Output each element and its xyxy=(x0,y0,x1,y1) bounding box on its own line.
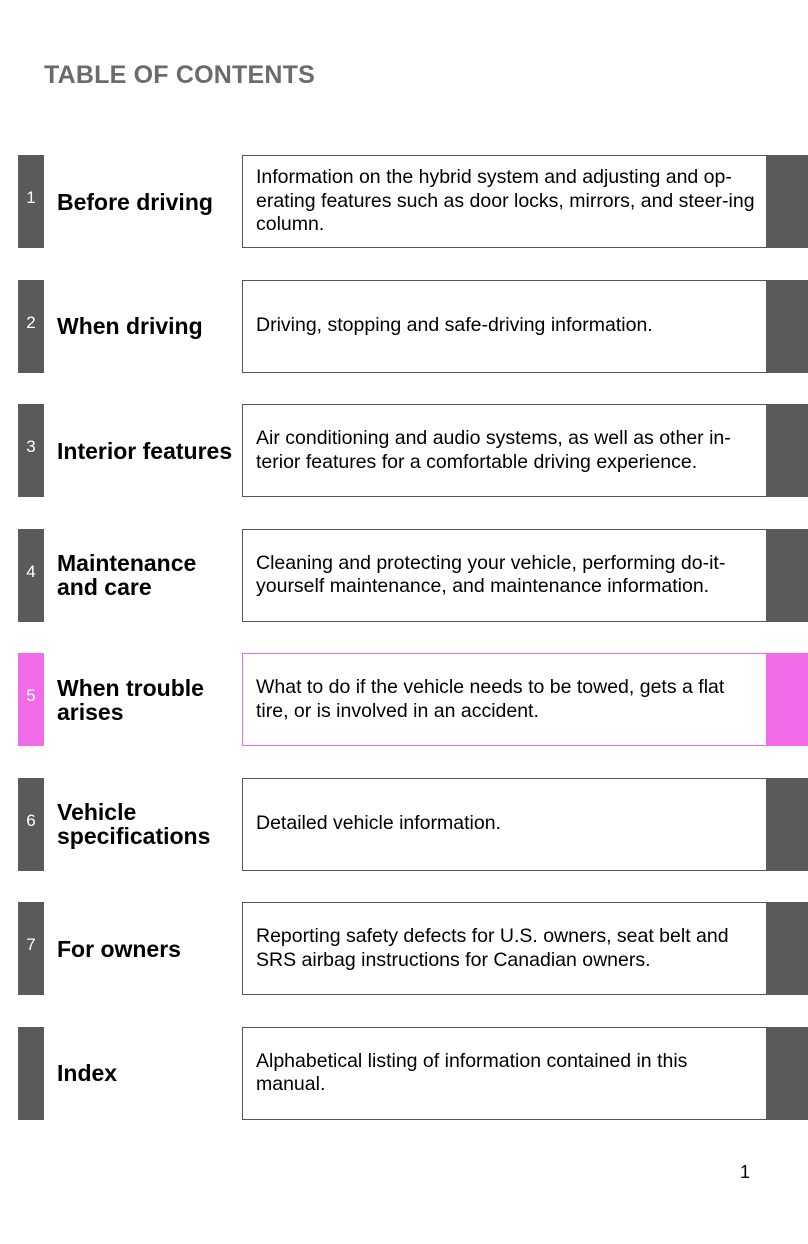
section-description: Driving, stopping and safe-driving information. xyxy=(256,314,653,337)
section-edge-tab[interactable] xyxy=(766,155,808,248)
section-description: Air conditioning and audio systems, as well as other in-terior features for a comfortable driving experience. xyxy=(256,427,731,473)
section-description: Cleaning and protecting your vehicle, performing do-it-yourself maintenance, and maintenance information. xyxy=(256,551,726,597)
section-description-box[interactable] xyxy=(242,529,808,622)
section-number-tab[interactable] xyxy=(18,1027,44,1120)
toc-entry-before-driving[interactable] xyxy=(0,155,808,248)
section-description-box[interactable] xyxy=(242,653,808,746)
section-title[interactable]: When driving xyxy=(57,313,203,339)
section-edge-tab[interactable] xyxy=(766,1027,808,1120)
toc-entry-when-trouble-arises[interactable] xyxy=(0,653,808,746)
toc-entry-when-driving[interactable] xyxy=(0,280,808,373)
section-description: What to do if the vehicle needs to be towed, gets a flat tire, or is involved in an accident. xyxy=(256,676,725,722)
section-description-box[interactable] xyxy=(242,902,808,995)
section-number-tab[interactable]: 4 xyxy=(18,529,44,622)
section-number-tab[interactable]: 6 xyxy=(18,778,44,871)
section-description-box[interactable] xyxy=(242,155,808,248)
section-title[interactable]: Vehicle specifications xyxy=(57,799,211,849)
section-edge-tab[interactable] xyxy=(766,280,808,373)
section-title[interactable]: Maintenance and care xyxy=(57,550,197,600)
section-edge-tab[interactable] xyxy=(766,653,808,746)
toc-entry-index[interactable] xyxy=(0,1027,808,1120)
section-title[interactable]: When trouble arises xyxy=(57,674,204,725)
toc-entry-maintenance-and-care[interactable] xyxy=(0,529,808,622)
section-number-tab[interactable]: 3 xyxy=(18,404,44,497)
page-number: 1 xyxy=(739,1162,750,1182)
section-edge-tab[interactable] xyxy=(766,902,808,995)
toc-entry-vehicle-specifications[interactable] xyxy=(0,778,808,871)
section-number-tab[interactable]: 7 xyxy=(18,902,44,995)
section-description: Alphabetical listing of information contained in this manual. xyxy=(256,1049,688,1095)
section-description: Information on the hybrid system and adjusting and op-erating features such as door locks, mirrors, and steer-ing column. xyxy=(256,166,755,236)
toc-list xyxy=(0,155,808,1151)
section-description-box[interactable] xyxy=(242,1027,808,1120)
section-description-box[interactable] xyxy=(242,404,808,497)
section-number-tab[interactable]: 1 xyxy=(18,155,44,248)
section-title[interactable]: Before driving xyxy=(57,188,213,215)
page-title: TABLE OF CONTENTS xyxy=(44,61,315,89)
section-title[interactable]: For owners xyxy=(57,935,181,962)
section-description: Detailed vehicle information. xyxy=(256,812,501,835)
section-title[interactable]: Index xyxy=(57,1060,118,1086)
section-description-box[interactable] xyxy=(242,778,808,871)
section-description-box[interactable] xyxy=(242,280,808,373)
section-edge-tab[interactable] xyxy=(766,404,808,497)
toc-entry-for-owners[interactable] xyxy=(0,902,808,995)
section-edge-tab[interactable] xyxy=(766,529,808,622)
section-number-tab[interactable]: 5 xyxy=(18,653,44,746)
section-number-tab[interactable]: 2 xyxy=(18,280,44,373)
section-title[interactable]: Interior features xyxy=(57,437,233,464)
section-edge-tab[interactable] xyxy=(766,778,808,871)
section-description: Reporting safety defects for U.S. owners, seat belt and SRS airbag instructions for Canadian owners. xyxy=(256,925,729,971)
toc-entry-interior-features[interactable] xyxy=(0,404,808,497)
